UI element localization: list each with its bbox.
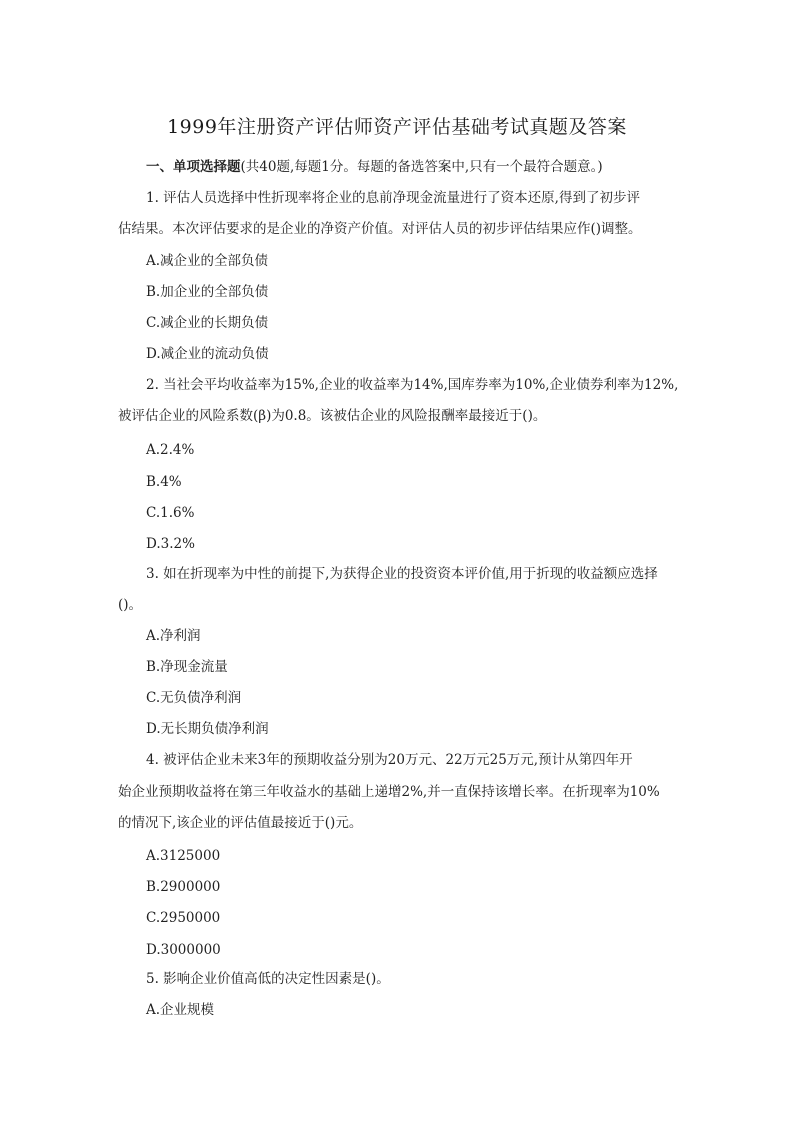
question-4-option-d: D.3000000 [146, 942, 221, 958]
question-2-option-a: A.2.4% [146, 442, 195, 458]
question-3-line-2: ()。 [118, 597, 143, 613]
question-4-line-3: 的情况下,该企业的评估值最接近于()元。 [118, 815, 363, 831]
question-4-option-a: A.3125000 [146, 848, 221, 864]
question-4-option-b: B.2900000 [146, 879, 221, 895]
question-1-option-d: D.减企业的流动负债 [146, 346, 269, 362]
section-note: (共40题,每题1分。每题的备选答案中,只有一个最符合题意。) [240, 159, 603, 175]
question-1-option-b: B.加企业的全部负债 [146, 284, 269, 300]
question-3-option-d: D.无长期负债净利润 [146, 721, 269, 737]
question-4-line-2: 始企业预期收益将在第三年收益水的基础上递增2%,并一直保持该增长率。在折现率为10% [118, 784, 660, 800]
question-2-option-b: B.4% [146, 474, 182, 490]
question-1-line-1: 1. 评估人员选择中性折现率将企业的息前净现金流量进行了资本还原,得到了初步评 [146, 190, 640, 206]
question-4-line-1: 4. 被评估企业未来3年的预期收益分别为20万元、22万元25万元,预计从第四年开 [146, 752, 633, 768]
document-title: 1999年注册资产评估师资产评估基础考试真题及答案 [167, 116, 627, 138]
question-3-option-a: A.净利润 [146, 628, 201, 644]
section-heading: 一、单项选择题 [146, 159, 241, 175]
question-5-line-1: 5. 影响企业价值高低的决定性因素是()。 [146, 971, 390, 987]
question-3-line-1: 3. 如在折现率为中性的前提下,为获得企业的投资资本评价值,用于折现的收益额应选择 [146, 566, 658, 582]
question-1-option-a: A.减企业的全部负债 [146, 253, 269, 269]
question-1-option-c: C.减企业的长期负债 [146, 315, 269, 331]
question-4-option-c: C.2950000 [146, 910, 221, 926]
question-1-line-2: 估结果。本次评估要求的是企业的净资产价值。对评估人员的初步评估结果应作()调整。 [118, 221, 642, 237]
question-3-option-b: B.净现金流量 [146, 659, 228, 675]
question-5-option-a: A.企业规模 [146, 1002, 215, 1018]
question-2-line-2: 被评估企业的风险系数(β)为0.8。该被估企业的风险报酬率最接近于()。 [118, 408, 547, 424]
question-3-option-c: C.无负债净利润 [146, 690, 242, 706]
question-2-option-c: C.1.6% [146, 505, 195, 521]
section-heading-line [146, 157, 706, 177]
question-2-option-d: D.3.2% [146, 536, 195, 552]
question-2-line-1: 2. 当社会平均收益率为15%,企业的收益率为14%,国库券率为10%,企业债券利率为12%, [146, 377, 679, 393]
